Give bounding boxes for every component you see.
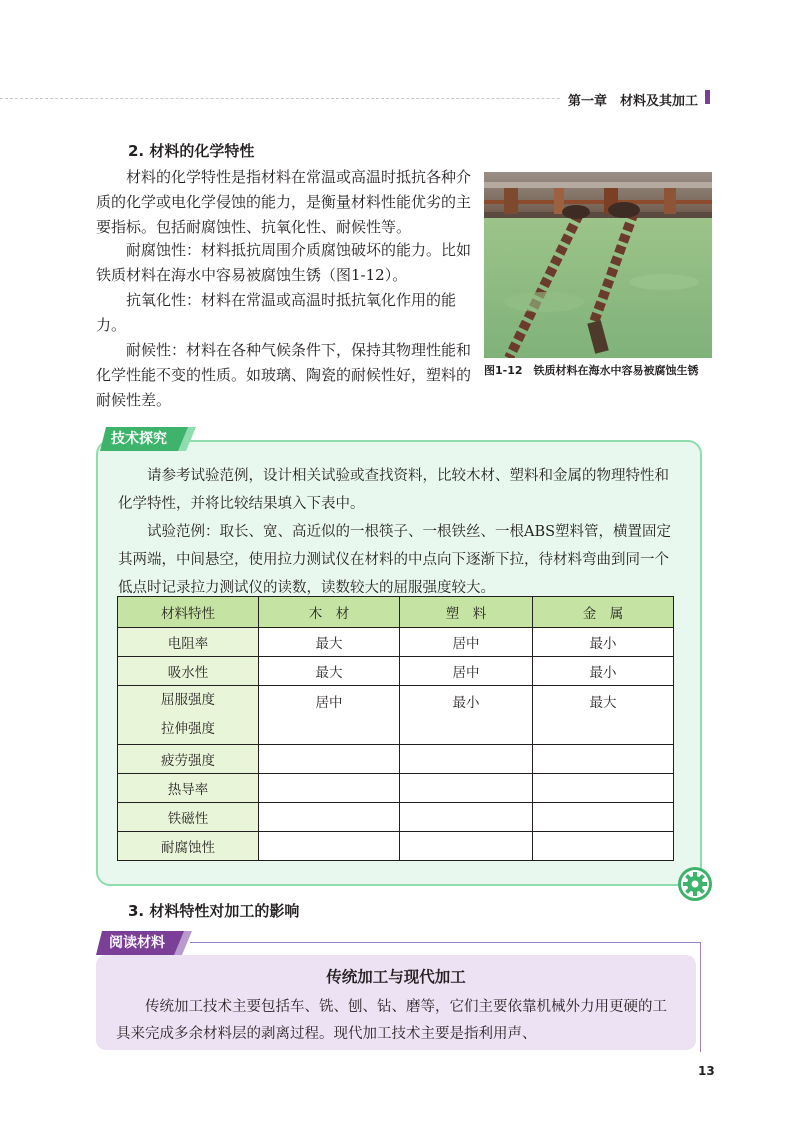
table-header-cell: 木 材 xyxy=(259,597,400,628)
table-cell xyxy=(533,745,674,774)
reading-border-side xyxy=(700,942,701,1052)
paragraph-corrosion-resistance: 耐腐蚀性：材料抵抗周围介质腐蚀破坏的能力。比如铁质材料在海水中容易被腐蚀生锈（图1-12）。 xyxy=(96,241,472,284)
table-row-label: 疲劳强度 xyxy=(118,745,259,774)
table-row-label: 电阻率 xyxy=(118,628,259,657)
table-header-cell: 塑 料 xyxy=(400,597,533,628)
table-row xyxy=(118,628,674,657)
table-cell: 最大 xyxy=(259,657,400,686)
table-row xyxy=(118,803,674,832)
table-cell: 最小 xyxy=(533,657,674,686)
chapter-title: 第一章 材料及其加工 xyxy=(560,90,706,109)
table-cell xyxy=(400,745,533,774)
table-cell: 居中 xyxy=(400,628,533,657)
table-cell: 最小 xyxy=(400,686,533,745)
table-cell: 最大 xyxy=(259,628,400,657)
row-label-yield: 屈服强度 xyxy=(161,692,215,708)
tech-example: 试验范例：取长、宽、高近似的一根筷子、一根铁丝、一根ABS塑料管，横置固定其两端，中间悬空，使用拉力测试仪在材料的中点向下逐渐下拉，待材料弯曲到同一个低点时记录拉力测试仪的读数，读数较大的屈服强度较大。 xyxy=(118,524,672,596)
reading-title: 传统加工与现代加工 xyxy=(326,968,466,986)
table-header-cell: 材料特性 xyxy=(118,597,259,628)
table-row-label: 耐腐蚀性 xyxy=(118,832,259,861)
table-row xyxy=(118,745,674,774)
table-row xyxy=(118,657,674,686)
table-cell xyxy=(400,774,533,803)
table-cell xyxy=(533,803,674,832)
table-cell xyxy=(400,832,533,861)
table-cell: 最小 xyxy=(533,628,674,657)
table-cell: 最大 xyxy=(533,686,674,745)
page-number: 13 xyxy=(698,1064,715,1078)
table-cell xyxy=(259,803,400,832)
paragraph-chemical-properties: 材料的化学特性是指材料在常温或高温时抵抗各种介质的化学或电化学侵蚀的能力，是衡量材料性能优劣的主要指标。包括耐腐蚀性、抗氧化性、耐候性等。 xyxy=(96,168,472,236)
table-cell xyxy=(259,832,400,861)
table-header-cell: 金 属 xyxy=(533,597,674,628)
header-accent-bar xyxy=(705,90,710,104)
paragraph-weather-resistance: 耐候性：材料在各种气候条件下，保持其物理性能和化学性能不变的性质。如玻璃、陶瓷的耐候性好，塑料的耐候性差。 xyxy=(96,341,472,409)
table-cell xyxy=(259,745,400,774)
table-row xyxy=(118,686,674,745)
gear-icon xyxy=(677,866,713,902)
table-row-label: 铁磁性 xyxy=(118,803,259,832)
table-cell xyxy=(533,774,674,803)
table-row xyxy=(118,774,674,803)
section-3-heading: 3. 材料特性对加工的影响 xyxy=(128,902,300,920)
reading-paragraph: 传统加工技术主要包括车、铣、刨、钻、磨等，它们主要依靠机械外力用更硬的工具来完成多余材料层的剥离过程。现代加工技术主要是指利用声、 xyxy=(116,999,667,1042)
section-2-heading: 2. 材料的化学特性 xyxy=(128,142,255,160)
table-cell: 居中 xyxy=(259,686,400,745)
table-cell xyxy=(400,803,533,832)
tech-instruction: 请参考试验范例，设计相关试验或查找资料，比较木材、塑料和金属的物理特性和化学特性，并将比较结果填入下表中。 xyxy=(118,468,669,512)
tech-explore-label: 技术探究 xyxy=(111,431,167,447)
table-row-label: 热导率 xyxy=(118,774,259,803)
figure-caption: 图1-12 铁质材料在海水中容易被腐蚀生锈 xyxy=(484,364,699,377)
reading-border-top xyxy=(190,942,700,943)
rusted-chain-photo xyxy=(484,172,712,358)
material-properties-table xyxy=(117,596,674,861)
table-row-label xyxy=(118,686,259,745)
table-row xyxy=(118,832,674,861)
reading-label: 阅读材料 xyxy=(109,935,165,951)
table-cell xyxy=(259,774,400,803)
table-cell xyxy=(533,832,674,861)
table-header-row xyxy=(118,597,674,628)
table-row-label: 吸水性 xyxy=(118,657,259,686)
paragraph-oxidation-resistance: 抗氧化性：材料在常温或高温时抵抗氧化作用的能力。 xyxy=(96,291,457,334)
table-cell: 居中 xyxy=(400,657,533,686)
row-label-tensile: 拉伸强度 xyxy=(161,721,215,737)
